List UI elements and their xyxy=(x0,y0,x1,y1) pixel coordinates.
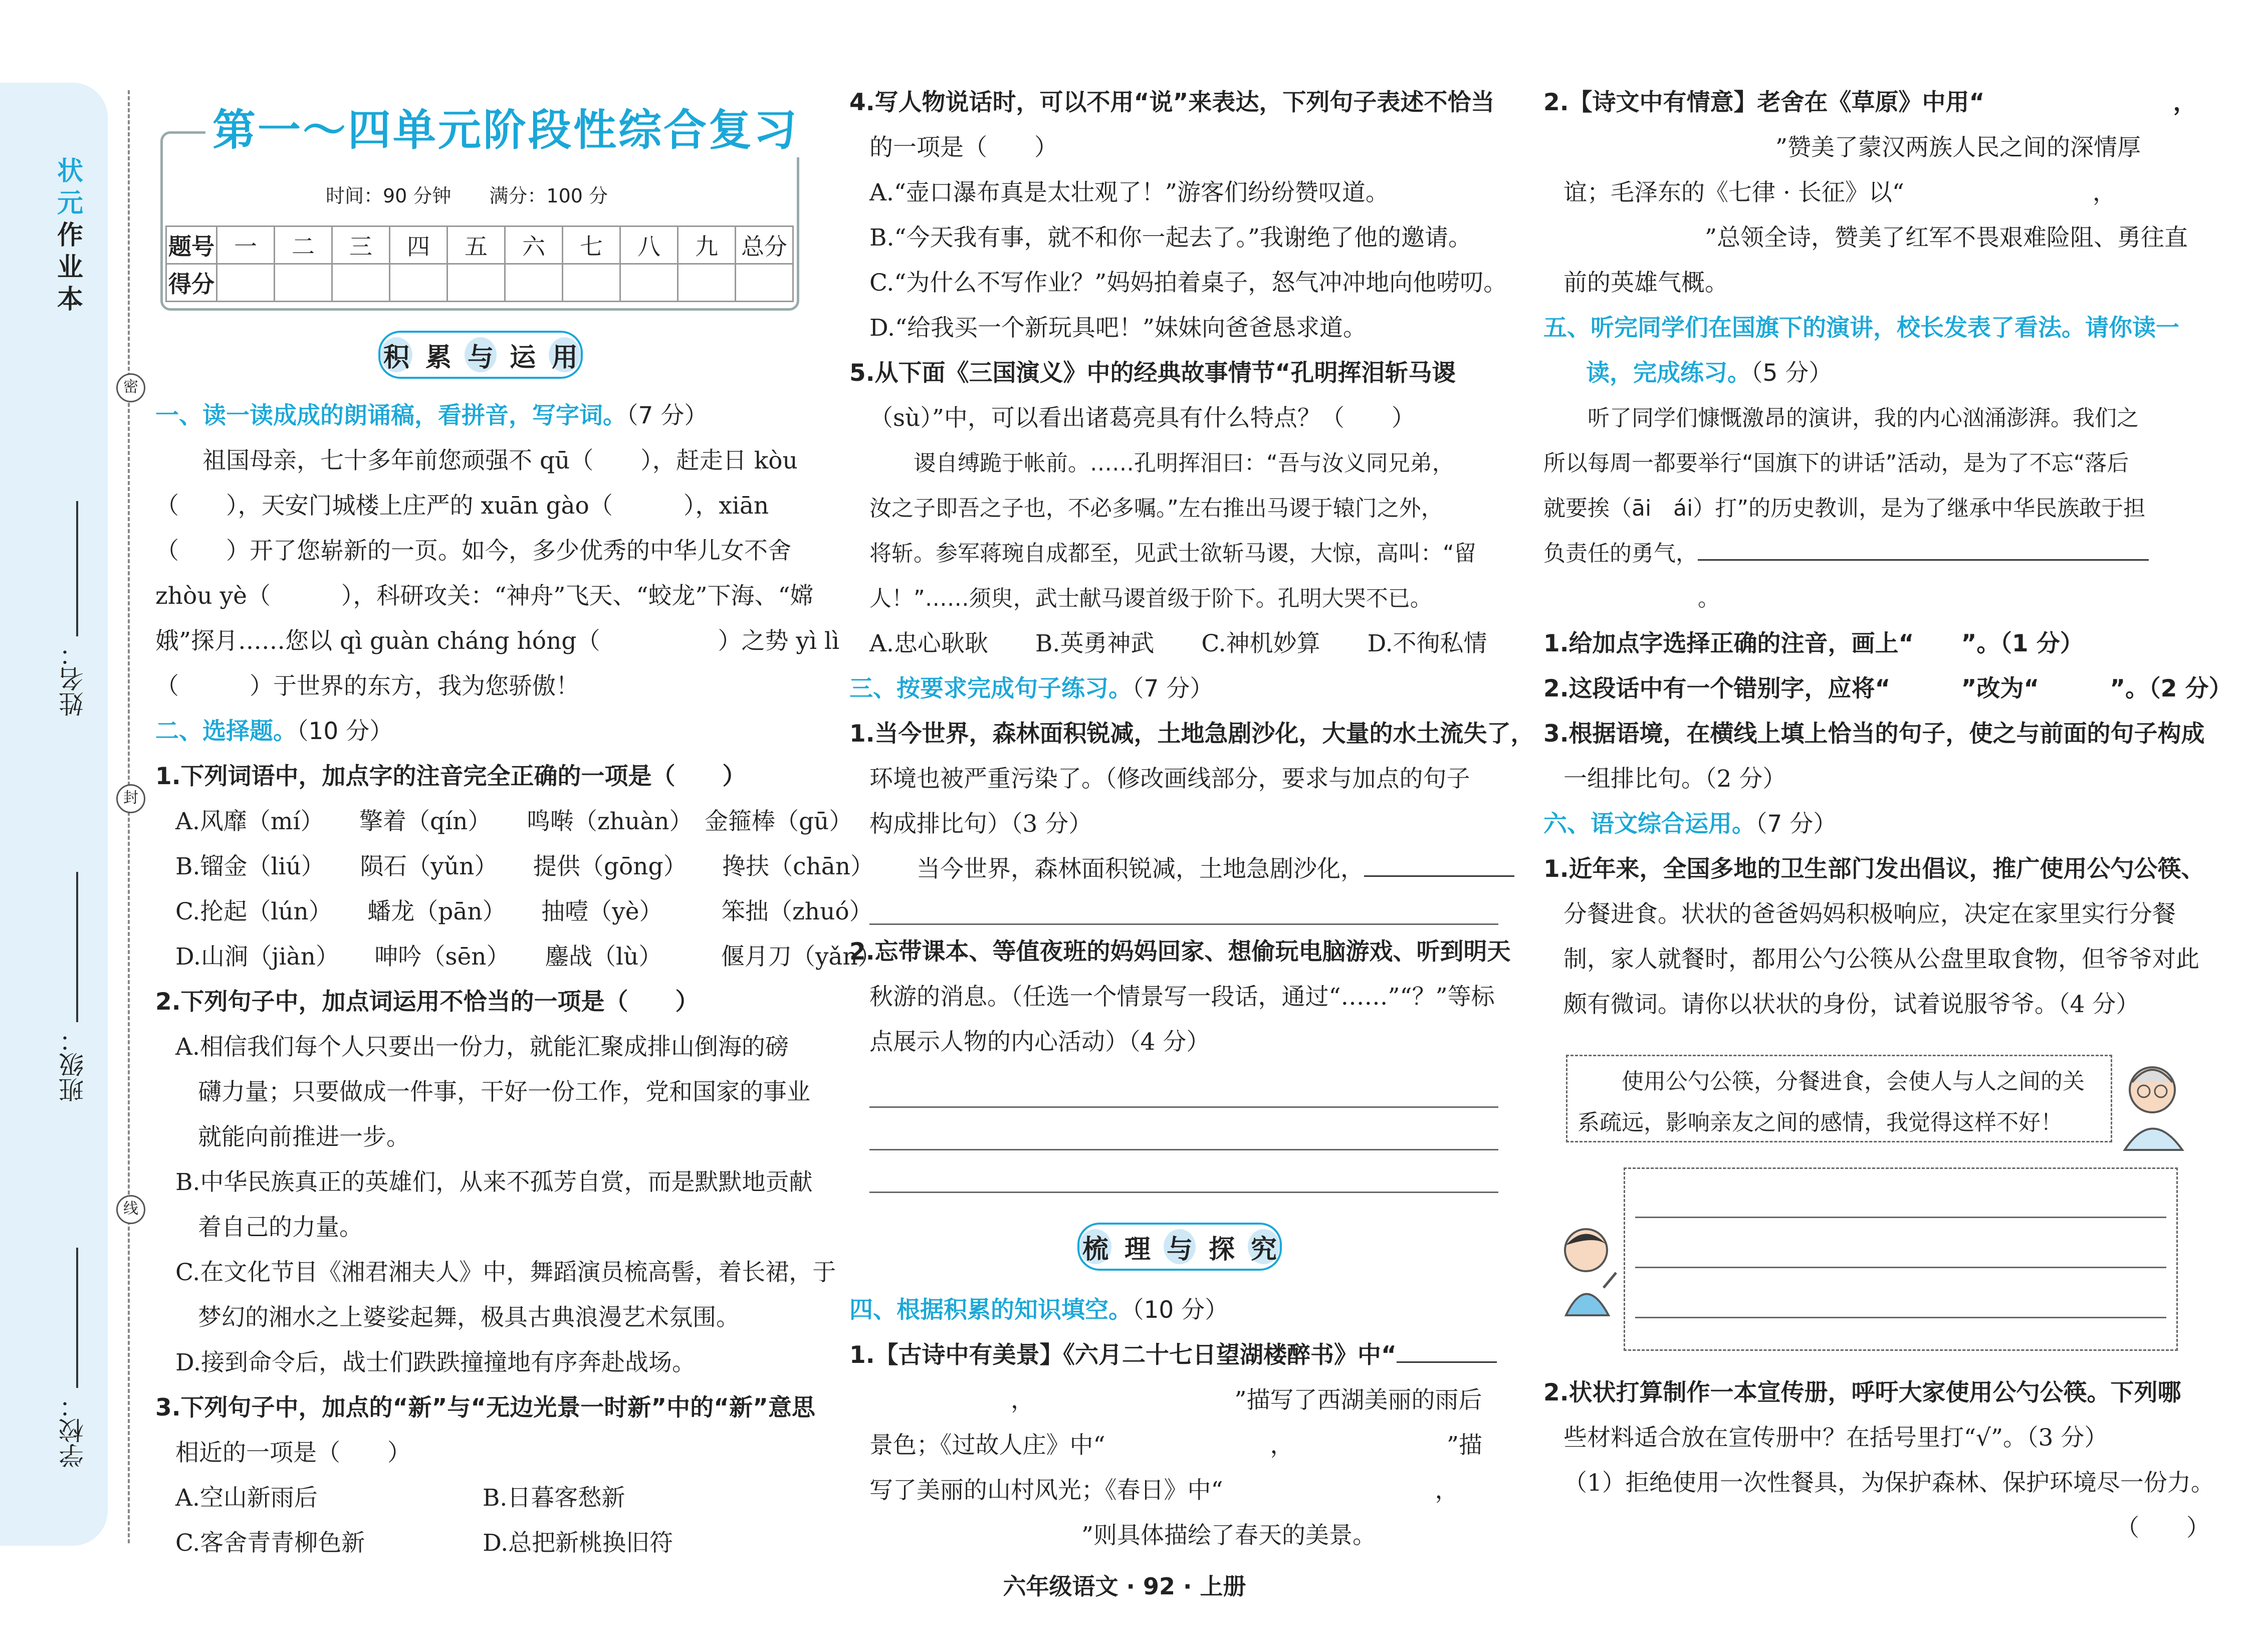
line-text: 2.状状打算制作一本宣传册，呼吁大家使用公勺公筷。下列哪 xyxy=(1543,1379,2181,1406)
text-line xyxy=(155,664,807,709)
answer-line[interactable] xyxy=(869,1147,1498,1193)
text-line xyxy=(155,1385,815,1431)
text-line xyxy=(1543,892,2210,937)
text-line xyxy=(1543,1506,2210,1551)
text-line xyxy=(849,1423,1511,1468)
text-line xyxy=(849,261,1511,306)
section-pill-accumulate xyxy=(378,331,583,379)
text-line xyxy=(155,1205,807,1250)
text-line xyxy=(1543,396,2210,441)
line-text: 谊；毛泽东的《七律 · 长征》以“ ， xyxy=(1563,179,2175,206)
text-line xyxy=(155,1476,807,1521)
page-title: 第一～四单元阶段性综合复习 xyxy=(205,95,806,157)
text-line xyxy=(1543,80,2210,125)
line-text: B.镏金（liú） 陨石（yǔn） 提供（gōng） 搀扶（chān） xyxy=(175,853,874,880)
text-line xyxy=(1543,215,2210,261)
score-cell[interactable] xyxy=(505,264,563,302)
text-line xyxy=(849,170,1511,215)
text-line xyxy=(155,438,807,484)
text-line xyxy=(1543,712,2210,757)
text-line xyxy=(1543,576,2210,621)
line-text: 前的英雄气概。 xyxy=(1563,269,1728,297)
grandpa-icon xyxy=(2120,1057,2190,1152)
column-1 xyxy=(155,393,881,1566)
line-text: 写了美丽的山村风光；《春日》中“ ， xyxy=(869,1477,1459,1504)
text-line xyxy=(155,1070,810,1115)
column-3 xyxy=(1543,80,2232,1027)
line-text: 四、根据积累的知识填空。 xyxy=(849,1296,1132,1324)
score-col: 总分 xyxy=(736,226,793,264)
line-text: 5.从下面《三国演义》中的经典故事情节“孔明挥泪斩马谡 xyxy=(849,359,1456,387)
score-value-row xyxy=(166,264,793,302)
text-line xyxy=(155,1160,813,1205)
points-label: （7 分） xyxy=(1755,810,1837,838)
seal-mark-3: 线 xyxy=(116,1195,145,1224)
name-field-label: 姓名： xyxy=(59,641,88,717)
line-text: 五、听完同学们在国旗下的演讲，校长发表了看法。请你读一 xyxy=(1543,314,2179,342)
line-text: ”赞美了蒙汉两族人民之间的深情厚 xyxy=(1563,134,2141,161)
text-line xyxy=(849,621,1511,666)
brand-text-2: 作业本 xyxy=(57,220,83,315)
line-text: A.风靡（mí） 擎着（qín） 鸣啭（zhuàn） 金箍棒（gū） xyxy=(175,808,853,835)
line-text: 1.当今世界，森林面积锐减，土地急剧沙化，大量的水土流失了， xyxy=(849,720,1534,748)
line-text: 构成排比句）（3 分） xyxy=(869,810,1092,838)
score-cell[interactable] xyxy=(736,264,793,302)
student-icon xyxy=(1558,1223,1619,1318)
line-text: 1.下列词语中，加点字的注音完全正确的一项是（ ） xyxy=(155,763,746,790)
text-line xyxy=(849,929,1511,975)
points-label: （5 分） xyxy=(1751,359,1833,387)
score-cell[interactable] xyxy=(275,264,332,302)
line-text: 所以每周一都要举行“国旗下的讲话”活动，是为了不忘“落后 xyxy=(1543,450,2129,476)
score-col: 二 xyxy=(275,226,332,264)
line-text: 梦幻的湘水之上婆娑起舞，极具古典浪漫艺术氛围。 xyxy=(198,1304,740,1331)
text-line xyxy=(155,754,807,799)
text-line xyxy=(849,1378,1511,1423)
page-footer: 六年级语文 · 92 · 上册 xyxy=(1003,1573,1246,1600)
text-line xyxy=(849,396,1511,441)
score-table xyxy=(165,225,794,302)
line-text: 2.下列句子中，加点词运用不恰当的一项是（ ） xyxy=(155,988,699,1016)
line-text: C.在文化节目《湘君湘夫人》中，舞蹈演员梳高髻，着长裙，于 xyxy=(175,1259,836,1286)
score-row-label: 题号 xyxy=(166,226,217,264)
line-text: 3.下列句子中，加点的“新”与“无边光景一时新”中的“新”意思 xyxy=(155,1394,815,1422)
line-text: 制，家人就餐时，都用公勺公筷从公盘里取食物，但爷爷对此 xyxy=(1563,946,2199,973)
points-label: （7 分） xyxy=(1132,675,1214,702)
text-line xyxy=(155,1295,807,1340)
line-text: C.“为什么不写作业？”妈妈拍着桌子，怒气冲冲地向他唠叨。 xyxy=(869,269,1507,297)
line-text: 2.【诗文中有情意】老舍在《草原》中用“ ， xyxy=(1543,89,2197,116)
text-line xyxy=(155,1025,807,1070)
text-line xyxy=(155,799,853,844)
fill-blank[interactable] xyxy=(1698,539,2149,561)
score-col: 五 xyxy=(447,226,505,264)
section-pill-explore xyxy=(1077,1223,1282,1271)
line-text: 分餐进食。状状的爸爸妈妈积极响应，决定在家里实行分餐 xyxy=(1563,900,2176,928)
line-text: 六、语文综合运用。 xyxy=(1543,810,1755,838)
line-text: C.客舍青青柳色新 D.总把新桃换旧符 xyxy=(175,1529,673,1557)
text-line xyxy=(1543,351,2210,396)
pill-char: 用 xyxy=(549,337,581,372)
answer-line[interactable] xyxy=(1635,1217,2166,1218)
line-text: 一、读一读成成的朗诵稿，看拼音，写字词。 xyxy=(155,402,626,429)
line-text: 1.近年来，全国多地的卫生部门发出倡议，推广使用公勺公筷、 xyxy=(1543,855,2205,883)
score-col: 七 xyxy=(563,226,620,264)
pill-char: 与 xyxy=(465,337,497,372)
answer-line[interactable] xyxy=(1635,1267,2166,1268)
text-line xyxy=(155,1115,807,1160)
text-line xyxy=(849,351,1511,396)
score-col: 六 xyxy=(505,226,563,264)
line-text: （ ），天安门城楼上庄严的 xuān gào（ ），xiān xyxy=(155,492,769,520)
line-text: 一组排比句。（2 分） xyxy=(1563,765,1786,793)
school-field-line[interactable] xyxy=(76,1248,78,1388)
text-line xyxy=(155,889,873,934)
answer-line[interactable] xyxy=(869,1105,1498,1150)
text-line xyxy=(849,712,1534,757)
line-text: 1.给加点字选择正确的注音，画上“ ”。（1 分） xyxy=(1543,630,2084,657)
line-text: B.“今天我有事，就不和你一起去了。”我谢绝了他的邀请。 xyxy=(869,224,1472,252)
answer-box[interactable] xyxy=(1624,1167,2178,1351)
points-label: （10 分） xyxy=(297,718,393,745)
text-line xyxy=(1543,486,2210,531)
text-line xyxy=(849,215,1511,261)
line-text: 。 xyxy=(1543,586,1720,611)
line-text: zhòu yè（ ），科研攻关：“神舟”飞天、“蛟龙”下海、“嫦 xyxy=(155,582,814,610)
text-line xyxy=(155,709,807,754)
class-field-line[interactable] xyxy=(76,872,78,1022)
line-text: ， ”描写了西湖美丽的雨后 xyxy=(869,1386,1482,1414)
text-line xyxy=(1543,937,2210,982)
line-text: 当今世界，森林面积锐减，土地急剧沙化， xyxy=(869,855,1364,883)
text-line xyxy=(1543,125,2210,170)
score-cell[interactable] xyxy=(332,264,390,302)
answer-line[interactable] xyxy=(1635,1317,2166,1318)
line-text: B.中华民族真正的英雄们，从来不孤芳自赏，而是默默地贡献 xyxy=(175,1168,813,1196)
pill-char: 究 xyxy=(1248,1229,1280,1264)
line-text: 礴力量；只要做成一件事，干好一份工作，党和国家的事业 xyxy=(198,1078,810,1106)
line-text: （1）拒绝使用一次性餐具，为保护森林、保护环境尽一份力。 xyxy=(1563,1469,2214,1497)
column-3-end xyxy=(1543,1370,2214,1551)
binding-cut-line xyxy=(128,90,130,1543)
score-col: 三 xyxy=(332,226,390,264)
line-text: 点展示人物的内心活动）（4 分） xyxy=(869,1028,1210,1056)
text-line xyxy=(155,1431,807,1476)
column-2-top xyxy=(849,80,1534,892)
line-text: 2.忘带课本、等值夜班的妈妈回家、想偷玩电脑游戏、听到明天 xyxy=(849,938,1511,966)
line-text: 听了同学们慷慨激昂的演讲，我的内心汹涌澎湃。我们之 xyxy=(1543,405,2139,431)
line-text: 3.根据语境，在横线上填上恰当的句子，使之与前面的句子构成 xyxy=(1543,720,2205,748)
line-text: 人！”……须臾，武士献马谡首级于阶下。孔明大哭不已。 xyxy=(869,586,1432,611)
brand-logo xyxy=(55,155,90,316)
text-line xyxy=(155,393,807,438)
name-field-line[interactable] xyxy=(76,501,78,636)
line-text: A.相信我们每个人只要出一份力，就能汇聚成排山倒海的磅 xyxy=(175,1033,789,1061)
grandpa-quote-line: 系疏远，影响亲友之间的感情，我觉得这样不好！ xyxy=(1578,1110,2063,1135)
line-text: D.山涧（jiàn） 呻吟（sēn） 鏖战（lù） 偃月刀（yǎn） xyxy=(175,943,881,971)
line-text: 娥”探月……您以 qì guàn cháng hóng（ ）之势 yì lì xyxy=(155,627,839,655)
seal-mark-2: 封 xyxy=(116,784,145,813)
pill-char: 积 xyxy=(380,337,412,372)
line-text: A.空山新雨后 B.日暮客愁新 xyxy=(175,1484,625,1512)
score-cell[interactable] xyxy=(447,264,505,302)
text-line xyxy=(155,1340,807,1385)
text-line xyxy=(155,934,881,980)
line-text: 就要挨（āi ái）打”的历史教训，是为了继承中华民族敢于担 xyxy=(1543,496,2146,521)
text-line xyxy=(1543,757,2210,802)
score-col: 八 xyxy=(620,226,678,264)
line-text: 秋游的消息。（任选一个情景写一段话，通过“……”“？”等标 xyxy=(869,983,1495,1011)
score-col: 四 xyxy=(390,226,447,264)
score-cell[interactable] xyxy=(217,264,275,302)
line-text: 负责任的勇气， xyxy=(1543,541,1698,566)
text-line xyxy=(849,486,1511,531)
score-cell[interactable] xyxy=(390,264,447,302)
points-label: （10 分） xyxy=(1132,1296,1229,1324)
line-text: 将斩。参军蒋琬自成都至，见武士欲斩马谡，大惊，高叫：“留 xyxy=(869,541,1476,566)
line-text: D.接到命令后，战士们跌跌撞撞地有序奔赴战场。 xyxy=(175,1349,696,1376)
pill-char: 累 xyxy=(422,337,455,372)
line-text: 2.这段话中有一个错别字，应将“ ”改为“ ”。（2 分） xyxy=(1543,675,2232,702)
text-line xyxy=(155,529,807,574)
text-line xyxy=(849,1468,1511,1513)
text-line xyxy=(849,531,1511,576)
text-line xyxy=(849,1513,1511,1558)
text-line xyxy=(849,306,1511,351)
text-line xyxy=(849,1020,1511,1065)
text-line xyxy=(849,666,1511,712)
text-line xyxy=(1543,1415,2210,1461)
time-info: 时间：90 分钟 满分：100 分 xyxy=(326,185,608,207)
text-line xyxy=(155,980,807,1025)
pill-char: 运 xyxy=(507,337,539,372)
brand-text-1: 状元 xyxy=(57,156,83,218)
text-line xyxy=(155,844,874,889)
school-field-label: 学校： xyxy=(59,1393,88,1468)
column-2-mid xyxy=(849,929,1511,1065)
text-line xyxy=(1543,621,2210,666)
text-line xyxy=(155,1521,807,1566)
seal-mark-1: 密 xyxy=(116,373,145,402)
line-text: 着自己的力量。 xyxy=(198,1214,363,1241)
line-text: 三、按要求完成句子练习。 xyxy=(849,675,1132,702)
text-line xyxy=(849,80,1511,125)
line-text: ”则具体描绘了春天的美景。 xyxy=(869,1522,1377,1549)
text-line xyxy=(155,1250,836,1295)
text-line xyxy=(1543,170,2210,215)
text-line xyxy=(849,1288,1511,1333)
pill-char: 梳 xyxy=(1079,1229,1111,1264)
line-text: 祖国母亲，七十多年前您顽强不 qū（ ），赶走日 kòu xyxy=(155,447,798,475)
score-col: 九 xyxy=(678,226,736,264)
line-text: 环境也被严重污染了。（修改画线部分，要求与加点的句子 xyxy=(869,765,1470,793)
binding-sidebar xyxy=(0,83,108,1546)
line-text: 读，完成练习。 xyxy=(1586,359,1751,387)
pill-char: 理 xyxy=(1121,1229,1154,1264)
text-line xyxy=(849,576,1511,621)
line-text: 4.写人物说话时，可以不用“说”来表达，下列句子表述不恰当 xyxy=(849,89,1495,116)
text-line xyxy=(155,484,807,529)
line-text: 颇有微词。请你以状状的身份，试着说服爷爷。（4 分） xyxy=(1563,991,2140,1018)
pill-char: 与 xyxy=(1164,1229,1196,1264)
grandpa-speech-bubble xyxy=(1566,1055,2112,1142)
text-line xyxy=(1543,531,2210,576)
line-text: 1.【古诗中有美景】《六月二十七日望湖楼醉书》中“ xyxy=(849,1341,1397,1369)
fill-blank[interactable] xyxy=(1364,855,1514,877)
line-text: （ ）开了您崭新的一页。如今，多少优秀的中华儿女不舍 xyxy=(155,537,791,565)
score-col: 一 xyxy=(217,226,275,264)
fill-blank[interactable] xyxy=(1397,1341,1497,1363)
line-text: A.“壶口瀑布真是太壮观了！”游客们纷纷赞叹道。 xyxy=(869,179,1389,206)
line-text: 二、选择题。 xyxy=(155,718,297,745)
score-label: 得分 xyxy=(166,264,217,302)
line-text: 就能向前推进一步。 xyxy=(198,1123,410,1151)
line-text: 汝之子即吾之子也，不必多嘱。”左右推出马谡于辕门之外， xyxy=(869,496,1443,521)
points-label: （7 分） xyxy=(626,402,708,429)
pill-char: 探 xyxy=(1206,1229,1238,1264)
text-line xyxy=(1543,1370,2210,1415)
text-line xyxy=(849,802,1511,847)
line-text: （sù）”中，可以看出诸葛亮具有什么特点？（ ） xyxy=(869,404,1415,432)
text-line xyxy=(849,441,1511,486)
text-line xyxy=(849,125,1511,170)
line-text: ”总领全诗，赞美了红军不畏艰难险阻、勇往直 xyxy=(1563,224,2188,252)
grandpa-quote-line: 使用公勺公筷，分餐进食，会使人与人之间的关 xyxy=(1578,1069,2085,1094)
text-line xyxy=(1543,847,2210,892)
text-line xyxy=(1543,802,2210,847)
line-text: 景色；《过故人庄》中“ ， ”描 xyxy=(869,1432,1483,1459)
class-field-label: 班级： xyxy=(59,1027,88,1102)
score-cell[interactable] xyxy=(678,264,736,302)
line-text: A.忠心耿耿 B.英勇神武 C.神机妙算 D.不徇私情 xyxy=(869,630,1487,657)
line-text: 些材料适合放在宣传册中？在括号里打“√”。（3 分） xyxy=(1563,1424,2108,1452)
text-line xyxy=(849,757,1511,802)
line-text: C.抡起（lún） 蟠龙（pān） 抽噎（yè） 笨拙（zhuó） xyxy=(175,898,873,925)
column-2-bottom xyxy=(849,1288,1511,1558)
text-line xyxy=(1543,441,2210,486)
text-line xyxy=(1543,1461,2214,1506)
text-line xyxy=(849,975,1511,1020)
line-text: D.“给我买一个新玩具吧！”妹妹向爸爸恳求道。 xyxy=(869,314,1367,342)
text-line xyxy=(155,619,839,664)
line-text: 的一项是（ ） xyxy=(869,134,1058,161)
line-text: （ ） xyxy=(2116,1514,2210,1542)
text-line xyxy=(155,574,814,619)
line-text: 相近的一项是（ ） xyxy=(175,1439,411,1467)
answer-line[interactable] xyxy=(869,879,1498,925)
score-cell[interactable] xyxy=(563,264,620,302)
score-header-row xyxy=(166,226,793,264)
text-line xyxy=(1543,261,2210,306)
text-line xyxy=(849,1333,1511,1378)
text-line xyxy=(1543,666,2232,712)
score-cell[interactable] xyxy=(620,264,678,302)
line-text: 谡自缚跪于帐前。……孔明挥泪曰：“吾与汝义同兄弟， xyxy=(869,450,1454,476)
answer-line[interactable] xyxy=(869,1062,1498,1108)
line-text: （ ）于世界的东方，我为您骄傲！ xyxy=(155,672,579,700)
text-line xyxy=(1543,982,2210,1027)
text-line xyxy=(1543,306,2210,351)
